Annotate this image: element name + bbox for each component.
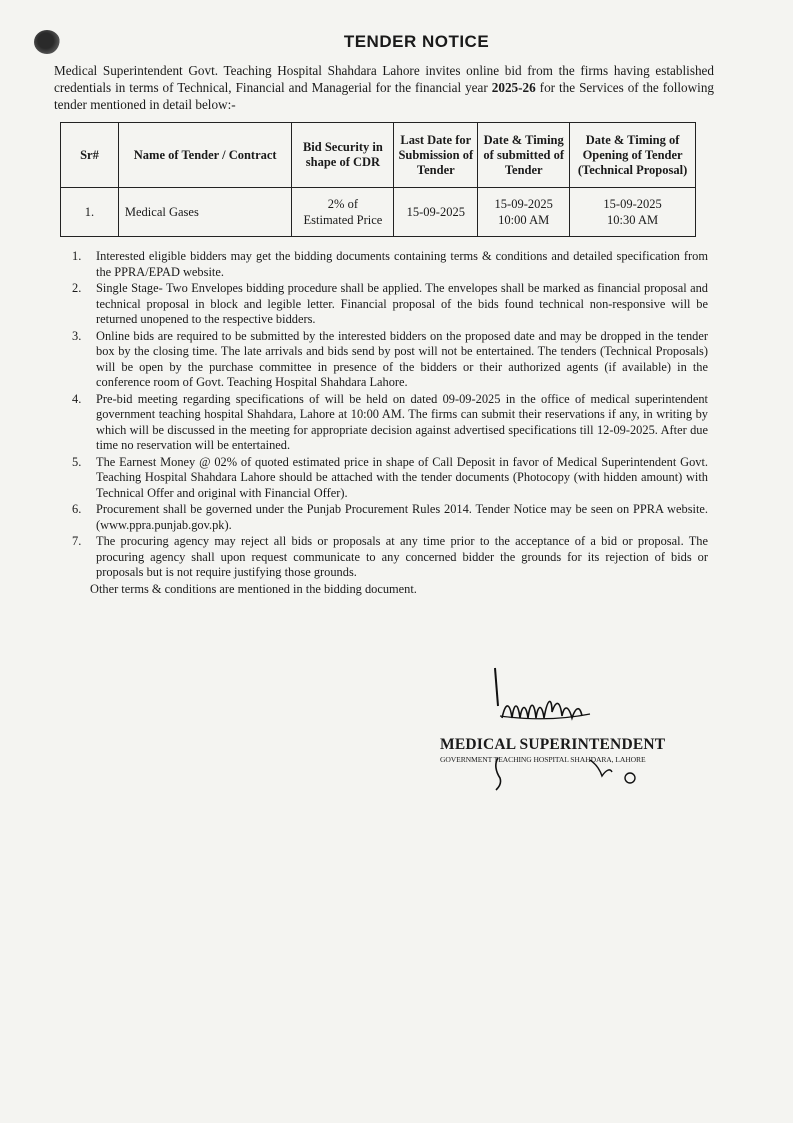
list-item — [60, 502, 708, 533]
signatory-organization: GOVERNMENT TEACHING HOSPITAL SHAHDARA, LAHORE — [440, 755, 646, 764]
list-item — [60, 392, 708, 454]
term-text: Procurement shall be governed under the Punjab Procurement Rules 2014. Tender Notice may be seen on PPRA website. (www.ppra.punjab.gov.pk). — [96, 502, 708, 532]
term-number: 6. — [72, 502, 82, 516]
term-number: 1. — [72, 249, 82, 263]
tender-table — [60, 122, 696, 237]
intro-paragraph — [54, 62, 714, 113]
signatory-designation: MEDICAL SUPERINTENDENT — [440, 736, 666, 753]
cell-sr: 1. — [61, 188, 119, 237]
cell-security — [292, 188, 394, 237]
term-number: 5. — [72, 454, 82, 469]
header-sr: Sr# — [61, 123, 119, 188]
table-row — [61, 188, 696, 237]
open-date: 15-09-2025 — [603, 197, 662, 211]
intro-year: 2025-26 — [491, 80, 536, 95]
page-title: TENDER NOTICE — [343, 32, 490, 51]
term-number: 7. — [72, 534, 82, 548]
cell-last-date: 15-09-2025 — [394, 188, 478, 237]
security-line-1: 2% of — [327, 197, 358, 211]
intro-suffix: for the Services of the following tender mentioned in detail below:- — [54, 80, 715, 112]
header-last-date: Last Date for Submission of Tender — [394, 123, 478, 188]
term-text: Interested eligible bidders may get the bidding documents containing terms & conditions and detailed specification from the PPRA/EPAD website. — [96, 249, 708, 279]
header-name: Name of Tender / Contract — [118, 123, 292, 188]
terms-list — [60, 249, 708, 597]
term-number: 2. — [72, 281, 82, 295]
term-text: The Earnest Money @ 02% of quoted estimated price in shape of Call Deposit in favor of Medical Superintendent Govt. Teaching Hospital Shahdara Lahore should be attached with the tender documents (Photocopy (with hidden amount) with Technical Offer and original with Financial Offer). — [96, 454, 708, 500]
cell-name: Medical Gases — [118, 188, 292, 237]
term-text: Single Stage- Two Envelopes bidding procedure shall be applied. The envelopes shall be marked as financial proposal and technical proposal in block and legible letter. Financial proposal of the bids found technical non-responsive will be returned unopened to the respective bidders. — [96, 281, 708, 326]
term-text: Online bids are required to be submitted by the interested bidders on the proposed date and may be dropped in the tender box by the closing time. The late arrivals and bids send by post will not be entertained. The tenders (Technical Proposals) will be open by the purchase committee in presence of the bidders or their authorized agents (if available) in the conference room of Govt. Teaching Hospital Shahdara Lahore. — [96, 328, 708, 389]
list-item — [60, 455, 708, 502]
cell-opening — [570, 188, 696, 237]
list-item — [60, 534, 708, 581]
list-item — [60, 281, 708, 328]
header-submit-timing: Date & Timing of submitted of Tender — [478, 123, 570, 188]
open-time: 10:30 AM — [607, 213, 659, 227]
table-header-row — [61, 123, 696, 188]
signature-block — [440, 660, 680, 800]
submit-date: 15-09-2025 — [494, 197, 553, 211]
closing-note: Other terms & conditions are mentioned in the bidding document. — [90, 581, 417, 596]
cell-submit — [478, 188, 570, 237]
intro-text: Medical Superintendent Govt. Teaching Hospital Shahdara Lahore invites online bid from the firms having established credentials in terms of Technical, Financial and Managerial for the financial year — [54, 63, 714, 95]
term-number: 3. — [72, 328, 82, 343]
handwritten-signature — [440, 660, 680, 800]
term-number: 4. — [72, 391, 82, 406]
list-item — [60, 329, 708, 391]
security-line-2: Estimated Price — [303, 213, 383, 227]
header-security: Bid Security in shape of CDR — [292, 123, 394, 188]
term-text: The procuring agency may reject all bids or proposals at any time prior to the acceptance of a bid or proposal. The procuring agency shall upon request communicate to any concerned bidder the grounds for its rejection of bids or proposals but is not require justifying those grounds. — [96, 534, 708, 579]
header-opening-timing: Date & Timing of Opening of Tender (Technical Proposal) — [570, 123, 696, 188]
list-item — [60, 249, 708, 280]
submit-time: 10:00 AM — [498, 213, 550, 227]
term-text: Pre-bid meeting regarding specifications of will be held on dated 09-09-2025 in the office of medical superintendent government teaching hospital Shahdara, Lahore at 10:00 AM. The firms can submit their reservations if any, in writing by which will be discussed in the meeting for appropriate decision against advertised specifications till 12-09-2025. After due time no reservation will be entertained. — [96, 391, 708, 452]
